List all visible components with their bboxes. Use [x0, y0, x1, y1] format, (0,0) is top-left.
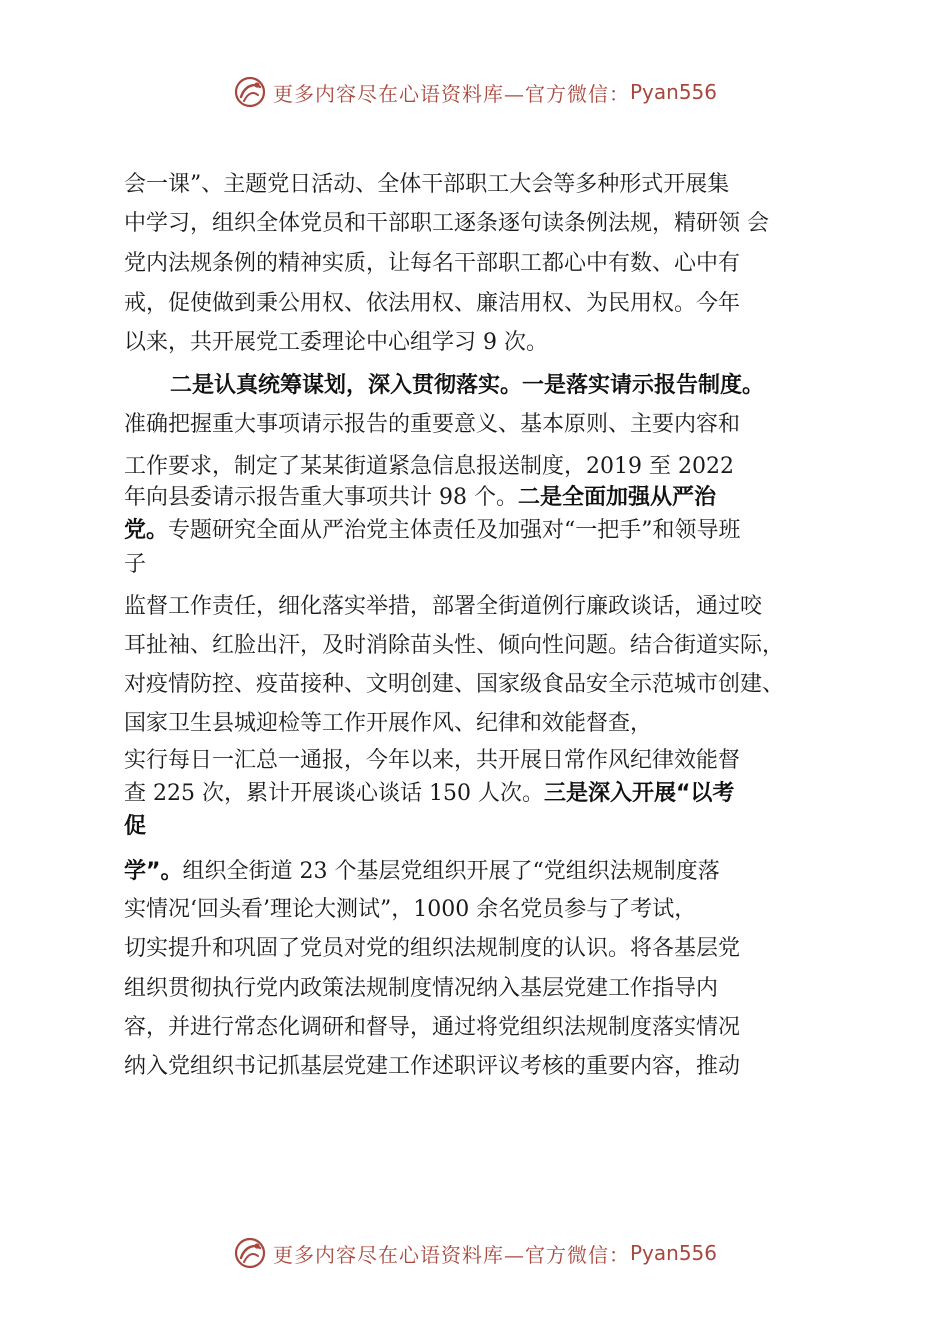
item-heading: 三是深入开展“以考 — [543, 781, 735, 806]
text-line — [124, 516, 741, 546]
watermark-wechat-id: Pyan556 — [629, 1241, 717, 1265]
item-heading: 二是全面加强从严治 — [517, 485, 716, 510]
text-line — [124, 483, 716, 513]
text-line: 党内法规条例的精神实质，让每名干部职工都心中有数、心中有 — [124, 251, 741, 276]
item-heading: 党。 — [124, 518, 169, 543]
text-line: 准确把握重大事项请示报告的重要意义、基本原则、主要内容和 — [124, 412, 741, 437]
section-heading: 二是认真统筹谋划，深入贯彻落实。一是落实请示报告制度。 — [170, 373, 765, 398]
text-line — [124, 857, 720, 887]
footer-watermark — [0, 1233, 950, 1273]
watermark-text: 更多内容尽在心语资料库—官方微信： — [272, 81, 630, 106]
text-span: 专题研究全面从严治党主体责任及加强对“一把手”和领导班 — [168, 518, 741, 543]
watermark-wechat-id: Pyan556 — [629, 80, 717, 104]
watermark-text: 更多内容尽在心语资料库—官方微信： — [272, 1242, 630, 1267]
text-line: 耳扯袖、红脸出汗，及时消除苗头性、倾向性问题。结合街道实际， — [124, 633, 785, 658]
text-line: 国家卫生县城迎检等工作开展作风、纪律和效能督查， — [124, 711, 653, 736]
text-line: 子 — [124, 552, 147, 577]
text-line: 戒，促使做到秉公用权、依法用权、廉洁用权、为民用权。今年 — [124, 291, 741, 316]
text-span: 年向县委请示报告重大事项共计 98 个。 — [124, 485, 518, 510]
text-line: 容，并进行常态化调研和督导，通过将党组织法规制度落实情况 — [124, 1015, 741, 1040]
text-line: 组织贯彻执行党内政策法规制度情况纳入基层党建工作指导内 — [124, 976, 719, 1001]
text-span: 查 225 次，累计开展谈心谈话 150 人次。 — [124, 781, 544, 806]
text-line: 对疫情防控、疫苗接种、文明创建、国家级食品安全示范城市创建、 — [124, 672, 785, 697]
text-line: 工作要求，制定了某某街道紧急信息报送制度，2019 至 2022 — [124, 454, 734, 479]
text-line: 会一课”、主题党日活动、全体干部职工大会等多种形式开展集 — [124, 172, 730, 197]
text-line: 监督工作责任，细化落实举措，部署全街道例行廉政谈话，通过咬 — [124, 594, 763, 619]
text-line — [124, 779, 734, 809]
header-watermark — [0, 72, 950, 112]
text-line: 切实提升和巩固了党员对党的组织法规制度的认识。将各基层党 — [124, 936, 741, 961]
item-heading: 促 — [124, 814, 147, 839]
item-heading: 学”。 — [124, 859, 183, 884]
text-span: 组织全街道 23 个基层党组织开展了“党组织法规制度落 — [182, 859, 720, 884]
text-line: 以来，共开展党工委理论中心组学习 9 次。 — [124, 330, 548, 355]
text-line: 实情况‘回头看’理论大测试”，1000 余名党员参与了考试， — [124, 897, 697, 922]
text-line: 中学习，组织全体党员和干部职工逐条逐句读条例法规，精研领 会 — [124, 211, 769, 236]
watermark-logo-icon — [233, 1236, 267, 1270]
text-line: 纳入党组织书记抓基层党建工作述职评议考核的重要内容，推动 — [124, 1054, 741, 1079]
watermark-logo-icon — [233, 75, 267, 109]
text-line: 实行每日一汇总一通报，今年以来，共开展日常作风纪律效能督 — [124, 748, 741, 773]
